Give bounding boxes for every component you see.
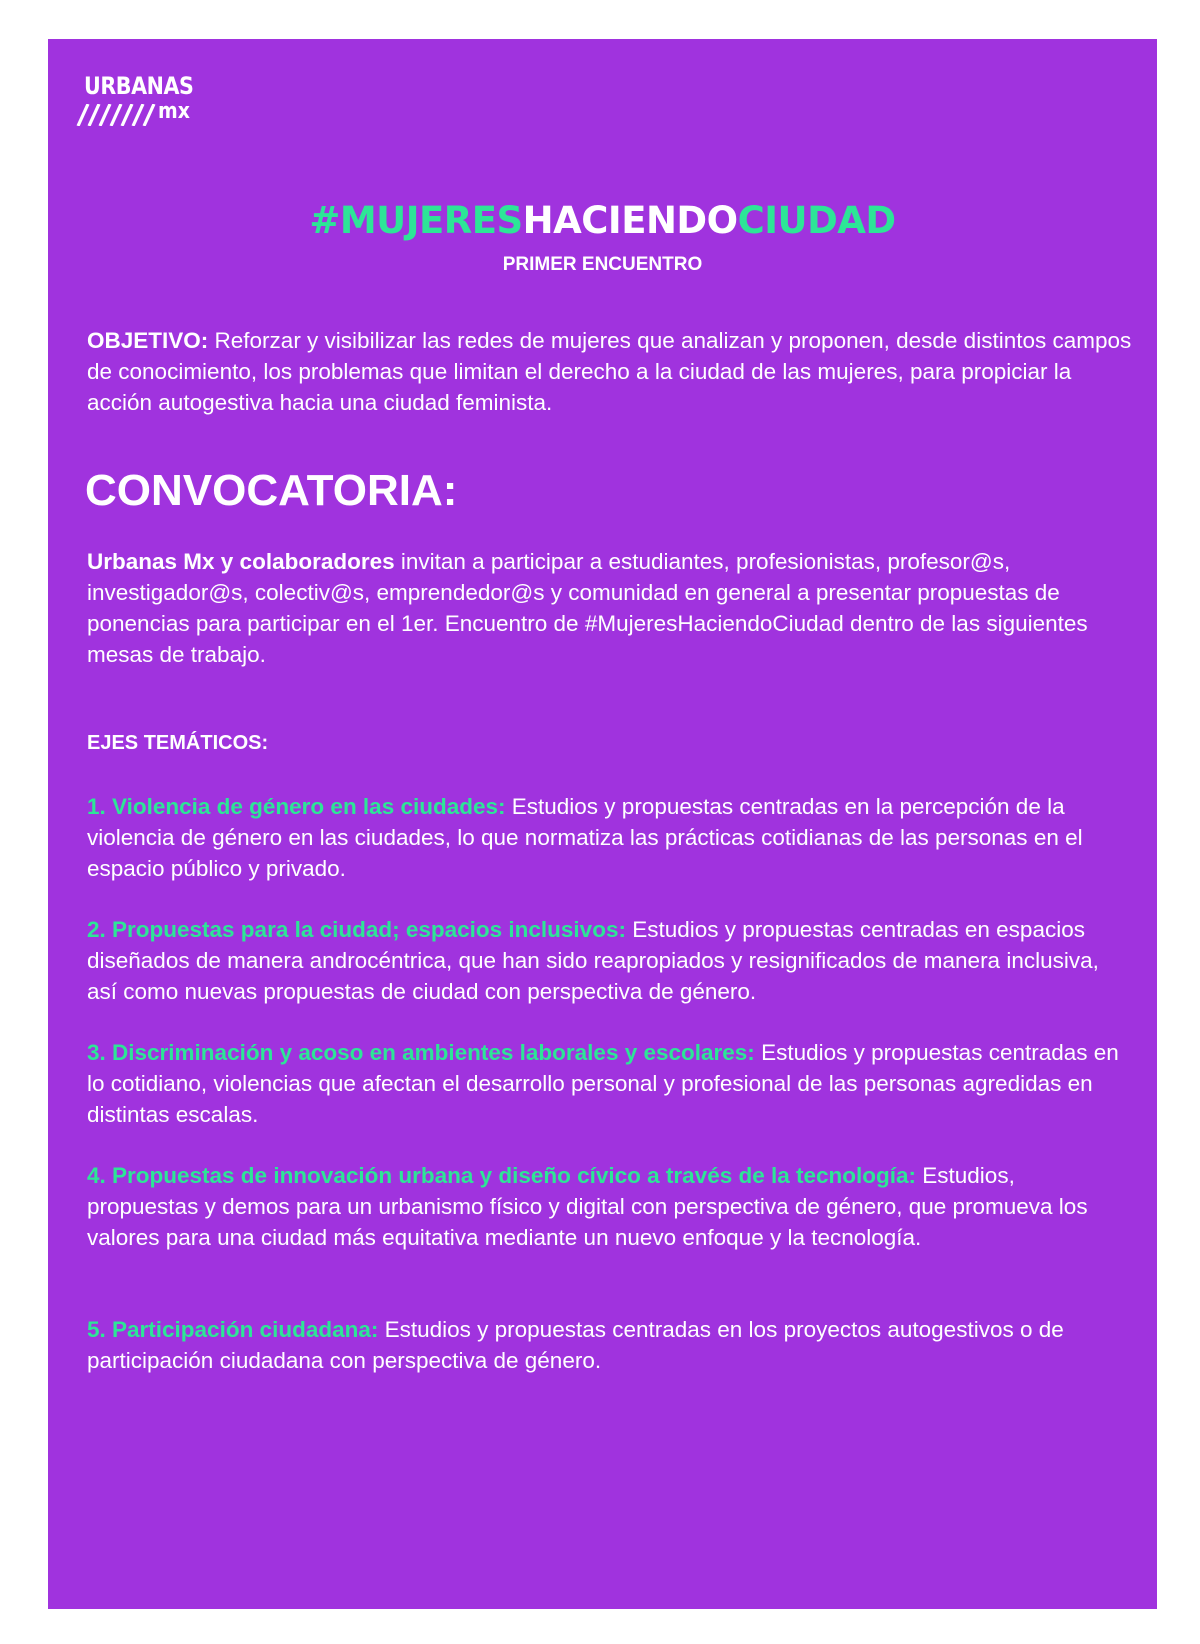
hashtag-part-ciudad: CIUDAD — [737, 199, 896, 242]
objetivo-text: Reforzar y visibilizar las redes de mujeres que analizan y proponen, desde distintos campos de conocimiento, los problemas que limitan el derecho a la ciudad de las mujeres, para propiciar la acción autogestiva hacia una ciudad feminista. — [87, 328, 1132, 415]
hashtag-part-mujeres: #MUJERES — [309, 199, 523, 242]
poster — [48, 39, 1157, 1609]
eje-text: Estudios y propuestas centradas en los proyectos autogestivos o de participación ciudadana con perspectiva de género. — [87, 1317, 1064, 1373]
ejes-heading: EJES TEMÁTICOS: — [87, 732, 269, 754]
eje-text: Estudios, propuestas y demos para un urbanismo físico y digital con perspectiva de género, que promueva los valores para una ciudad más equitativa mediante un nuevo enfoque y la tecnología. — [87, 1163, 1088, 1250]
eje-heading: 5. Participación ciudadana: — [87, 1317, 379, 1342]
convocatoria-lead: Urbanas Mx y colaboradores — [87, 549, 395, 574]
logo-word: URBANAS — [84, 72, 194, 100]
eje-heading: 4. Propuestas de innovación urbana y diseño cívico a través de la tecnología: — [87, 1163, 917, 1188]
convocatoria-paragraph — [87, 546, 1132, 670]
objetivo-paragraph — [87, 325, 1132, 418]
eje-text: Estudios y propuestas centradas en lo cotidiano, violencias que afectan el desarrollo personal y profesional de las personas agredidas en distintas escalas. — [87, 1040, 1119, 1127]
logo-mx: mx — [158, 99, 190, 124]
eje-item — [87, 914, 1132, 1007]
eje-item — [87, 1314, 1132, 1376]
eje-item — [87, 1037, 1132, 1130]
eje-heading: 1. Violencia de género en las ciudades: — [87, 794, 506, 819]
convocatoria-heading: CONVOCATORIA: — [85, 466, 458, 515]
eje-text: Estudios y propuestas centradas en espacios diseñados de manera androcéntrica, que han sido reapropiados y resignificados de manera inclusiva, así como nuevas propuestas de ciudad con perspectiva de género. — [87, 917, 1099, 1004]
eje-heading: 2. Propuestas para la ciudad; espacios inclusivos: — [87, 917, 626, 942]
hashtag-title — [48, 199, 1157, 243]
objetivo-label: OBJETIVO: — [87, 328, 209, 353]
event-subtitle: PRIMER ENCUENTRO — [502, 254, 703, 275]
urbanas-mx-logo — [72, 73, 192, 133]
convocatoria-text: invitan a participar a estudiantes, profesionistas, profesor@s, investigador@s, colectiv@s, emprendedor@s y comunidad en general a presentar propuestas de ponencias para participar en el 1er. Encuentro de #MujeresHaciendoCiudad dentro de las siguientes mesas de trabajo. — [87, 549, 1088, 667]
eje-heading: 3. Discriminación y acoso en ambientes laborales y escolares: — [87, 1040, 755, 1065]
eje-text: Estudios y propuestas centradas en la percepción de la violencia de género en las ciudades, lo que normatiza las prácticas cotidianas de las personas en el espacio público y privado. — [87, 794, 1083, 881]
eje-item — [87, 1160, 1132, 1253]
eje-item — [87, 791, 1132, 884]
hashtag-part-haciendo: HACIENDO — [522, 199, 738, 242]
logo-stripes-icon — [72, 104, 156, 126]
